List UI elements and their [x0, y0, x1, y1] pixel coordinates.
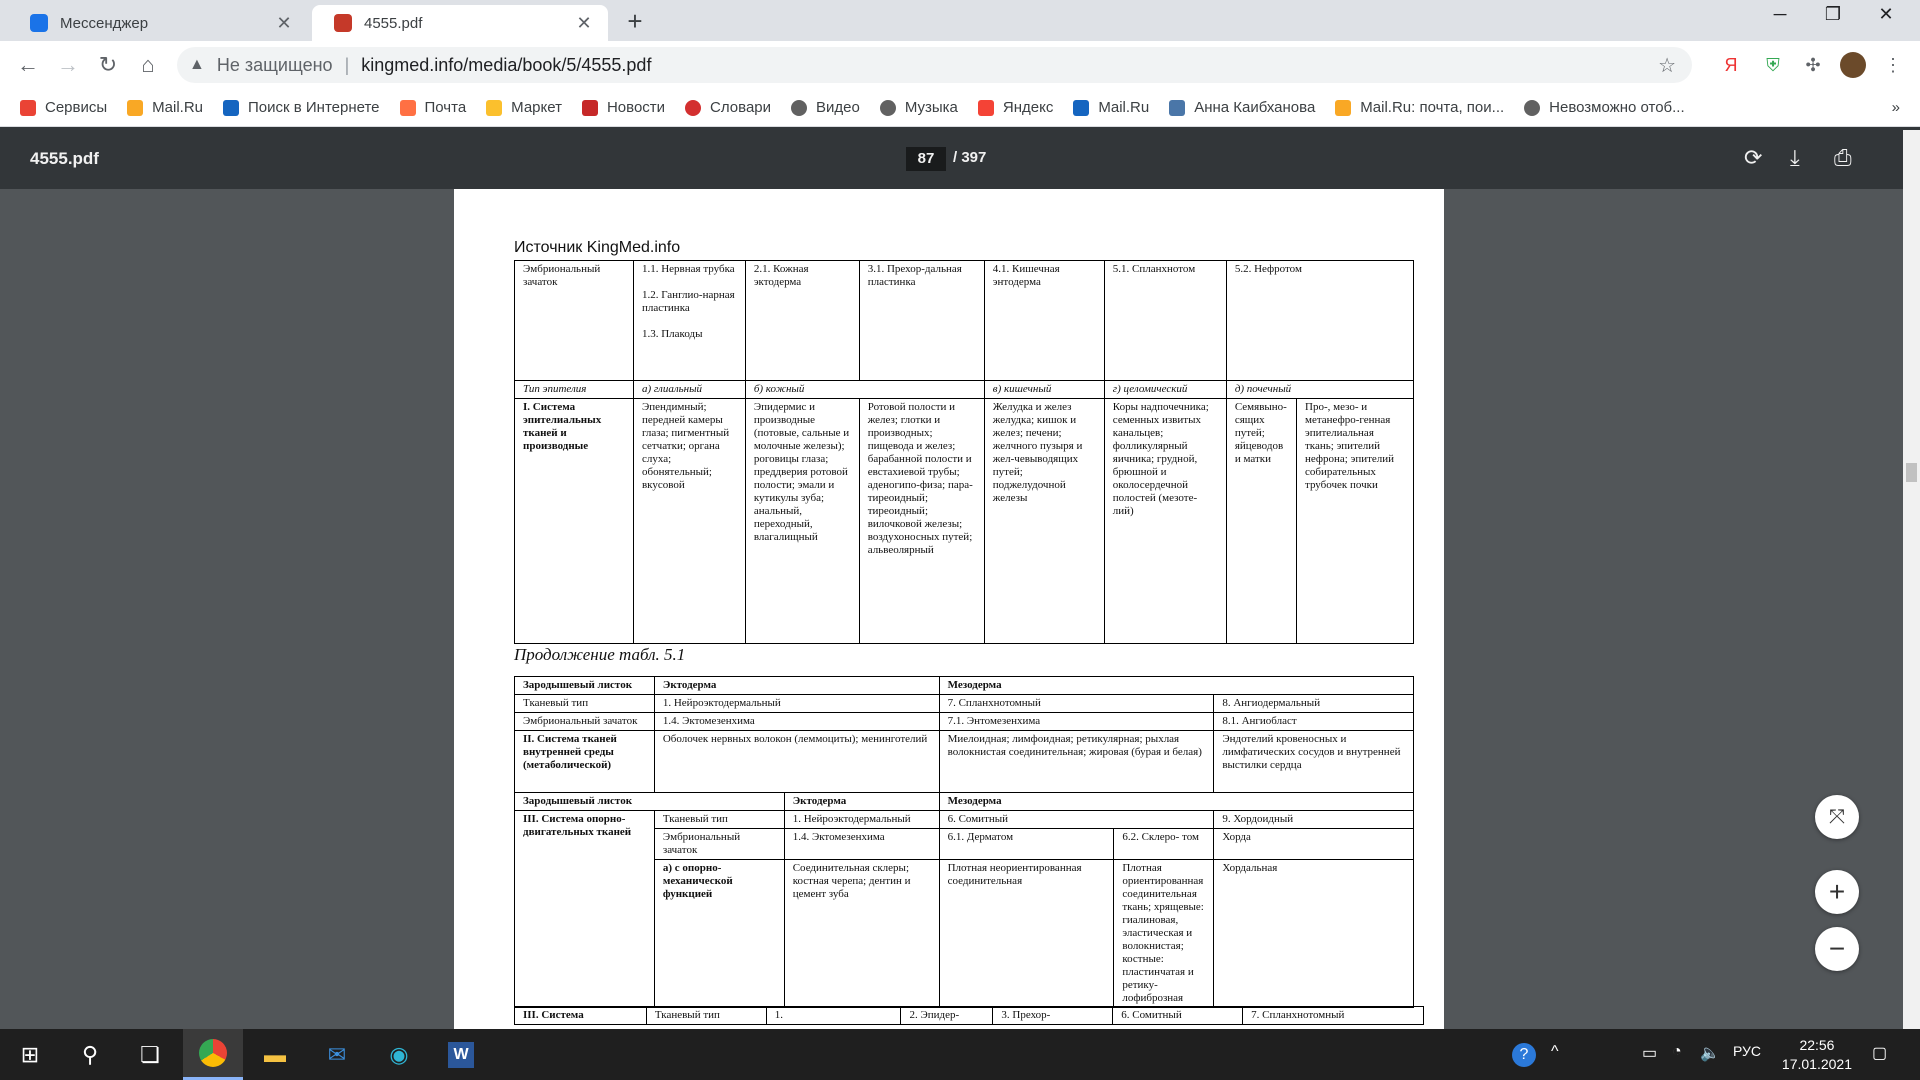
- zoom-in-button[interactable]: +: [1815, 870, 1859, 914]
- clock[interactable]: 22:56 17.01.2021: [1781, 1037, 1852, 1072]
- shield-icon[interactable]: ⛨: [1766, 54, 1780, 75]
- tab-strip: [0, 0, 1920, 41]
- warning-icon[interactable]: ▲: [189, 56, 205, 73]
- globe-icon: [1524, 100, 1540, 116]
- start-icon[interactable]: ⊞: [20, 1041, 40, 1067]
- news-icon: [582, 100, 598, 116]
- edge-icon[interactable]: ◉: [389, 1041, 409, 1067]
- bookmark-item[interactable]: Видео: [791, 99, 860, 116]
- print-icon[interactable]: ⎙: [1834, 145, 1852, 170]
- security-label[interactable]: Не защищено: [216, 54, 333, 75]
- bookmark-item[interactable]: Почта: [400, 99, 467, 116]
- more-bookmarks-icon[interactable]: »: [1891, 99, 1900, 116]
- pdf-page: [454, 189, 1444, 1029]
- search-icon[interactable]: ⚲: [81, 1041, 99, 1067]
- scrollbar-thumb[interactable]: [1906, 463, 1917, 482]
- bookmark-item[interactable]: Новости: [582, 99, 665, 116]
- mailru-icon: [1073, 100, 1089, 116]
- close-window-icon[interactable]: ✕: [1878, 4, 1894, 24]
- search-icon: [223, 100, 239, 116]
- language-indicator[interactable]: РУС: [1733, 1043, 1762, 1059]
- bookmark-item[interactable]: Невозможно отоб...: [1524, 99, 1685, 116]
- divider: |: [344, 54, 350, 75]
- word-icon[interactable]: W: [431, 1029, 491, 1080]
- bookmark-item[interactable]: Mail.Ru: [127, 99, 203, 116]
- tab-pdf[interactable]: [312, 5, 608, 41]
- table-part-2: Зародышевый листок Эктодерма Мезодерма Тканевый тип 1. Нейроэктодермальный 7. Спланхнотомный 8. Ангиодермальный Эмбриональный зачаток 1.4. Эктомезенхима 7.1. Энтомезенхима 8.1. Ангиобласт II. Система тканей внутренней среды (метаболической) Оболочек нервных волокон (леммоциты); менинготелий Миелоидная; лимфоидная; ретикулярная; рыхлая волокнистая соединительная; жировая (бурая и белая) Эндотелий кровеносных и лимфатических сосудов и внутренней выстилки сердца Зародышевый листок Эктодерма Мезодерма III. Система опорно-двигательных тканей Тканевый тип 1. Нейроэктодермальный 6. Сомитный 9. Хордоидный Эмбриональный зачаток 1.4. Эктомезенхима 6.1. Дерматом 6.2. Склеро- том Хорда а) с опорно-механической функцией Соединительная склеры; костная черепа; дентин и цемент зуба Плотная неориентированная соединительная Плотная ориентированная соединительная ткань; хрящевые: гиалиновая, эластическая и волокнистая; костные: пластинчатая и ретику-лофиброзная Хордальная: [514, 676, 1414, 1008]
- dictionary-icon: [685, 100, 701, 116]
- bookmarks-bar: [0, 89, 1920, 127]
- avatar[interactable]: [1840, 52, 1866, 78]
- close-tab-icon[interactable]: ✕: [276, 12, 292, 33]
- url-text[interactable]: kingmed.info/media/book/5/4555.pdf: [361, 54, 652, 75]
- table-part-3: III. Система Тканевый тип 1. 2. Эпидер- 3. Прехор- 6. Сомитный 7. Спланхнотомный: [514, 1006, 1424, 1025]
- windows-taskbar: [0, 1029, 1920, 1080]
- kingmed-icon: [334, 14, 352, 32]
- help-icon[interactable]: ?: [1512, 1043, 1536, 1067]
- address-bar[interactable]: [177, 47, 1692, 83]
- source-caption: Источник KingMed.info: [514, 239, 681, 256]
- volume-icon[interactable]: 🔈: [1700, 1045, 1720, 1062]
- messenger-icon: [30, 14, 48, 32]
- task-view-icon[interactable]: ❏: [140, 1041, 160, 1067]
- browser-toolbar: [0, 41, 1920, 89]
- mailru-icon: [127, 100, 143, 116]
- menu-icon[interactable]: ⋮: [1884, 54, 1902, 75]
- chrome-icon[interactable]: [183, 1029, 243, 1080]
- new-tab-button[interactable]: +: [627, 6, 643, 36]
- mailru-icon: [1335, 100, 1351, 116]
- reload-icon[interactable]: ↻: [98, 52, 118, 77]
- bookmark-item[interactable]: Mail.Ru: почта, пои...: [1335, 99, 1504, 116]
- bookmark-item[interactable]: Анна Каибханова: [1169, 99, 1315, 116]
- close-tab-icon[interactable]: ✕: [576, 12, 592, 33]
- table-part-1: Эмбриональный зачаток 1.1. Нервная трубка 1.2. Ганглио-нарная пластинка 1.3. Плакоды 2.1. Кожная эктодерма 3.1. Прехор-дальная пластинка 4.1. Кишечная энтодерма 5.1. Спланхнотом 5.2. Нефротом Тип эпителия а) глиальный б) кожный в) кишечный г) целомический д) почечный I. Система эпителиальных тканей и производные Эпендимный; передней камеры глаза; пигментный сетчатки; органа слуха; обонятельный; вкусовой Эпидермис и производные (потовые, сальные и молочные железы); роговицы глаза; преддверия ротовой полости; эмали и кутикулы зуба; анальный, переходный, влагалищный Ротовой полости и желез; глотки и производных; пищевода и желез; барабанной полости и евстахиевой трубы; аденогипо-физа; пара-тиреоидный; тиреоидный; вилочковой железы; воздухоносных путей; альвеолярный Желудка и желез желудка; кишок и желез; печени; желчного пузыря и жел-чевыводящих путей; поджелудочной железы Коры надпочечника; семенных извитых канальцев; фолликулярный яичника; грудной, брюшной и околосердечной полостей (мезоте-лий) Семявыно-сящих путей; яйцеводов и матки Про-, мезо- и метанефро-генная эпителиальная ткань; эпителий нефрона; эпителий собирательных трубочек почки: [514, 260, 1414, 644]
- vk-icon: [1169, 100, 1185, 116]
- extensions-icon[interactable]: ✣: [1805, 54, 1821, 75]
- folder-icon[interactable]: ▬: [264, 1041, 286, 1067]
- bookmark-item[interactable]: Сервисы: [20, 99, 107, 116]
- zoom-out-button[interactable]: −: [1815, 927, 1859, 971]
- battery-icon[interactable]: ▭: [1642, 1045, 1658, 1062]
- fit-page-button[interactable]: ⤧: [1815, 795, 1859, 839]
- tab-messenger[interactable]: [8, 5, 308, 41]
- apps-icon: [20, 100, 36, 116]
- pdf-filename: 4555.pdf: [30, 149, 99, 168]
- scrollbar[interactable]: [1903, 130, 1920, 1030]
- bookmark-item[interactable]: Поиск в Интернете: [223, 99, 380, 116]
- mail-icon[interactable]: ✉: [327, 1041, 347, 1067]
- page-number-input[interactable]: 87: [906, 147, 946, 171]
- maximize-icon[interactable]: ❐: [1824, 4, 1842, 24]
- bookmark-item[interactable]: Яндекс: [978, 99, 1053, 116]
- continuation-caption: Продолжение табл. 5.1: [514, 645, 686, 664]
- bookmark-star-icon[interactable]: ☆: [1658, 54, 1676, 77]
- download-icon[interactable]: ⤓: [1790, 145, 1800, 170]
- yandex-ext-icon[interactable]: Я: [1724, 54, 1738, 75]
- tab-title: 4555.pdf: [364, 14, 423, 32]
- notifications-icon[interactable]: ▢: [1872, 1045, 1888, 1062]
- bookmark-item[interactable]: Словари: [685, 99, 771, 116]
- wifi-icon[interactable]: ◔: [1672, 1043, 1682, 1060]
- back-icon[interactable]: ←: [17, 52, 39, 77]
- yandex-icon: [978, 100, 994, 116]
- page-total: / 397: [953, 149, 987, 166]
- bookmark-item[interactable]: Mail.Ru: [1073, 99, 1149, 116]
- mail-icon: [400, 100, 416, 116]
- chevron-up-icon[interactable]: ^: [1551, 1043, 1559, 1060]
- bookmark-item[interactable]: Музыка: [880, 99, 958, 116]
- minimize-icon[interactable]: ─: [1773, 4, 1787, 24]
- globe-icon: [791, 100, 807, 116]
- rotate-icon[interactable]: ⟳: [1744, 145, 1763, 170]
- home-icon[interactable]: ⌂: [141, 52, 155, 77]
- globe-icon: [880, 100, 896, 116]
- market-icon: [486, 100, 502, 116]
- tab-title: Мессенджер: [60, 14, 149, 32]
- bookmark-item[interactable]: Маркет: [486, 99, 562, 116]
- forward-icon[interactable]: →: [57, 52, 79, 77]
- pdf-toolbar: [0, 127, 1920, 189]
- pdf-viewer[interactable]: [0, 189, 1920, 1029]
